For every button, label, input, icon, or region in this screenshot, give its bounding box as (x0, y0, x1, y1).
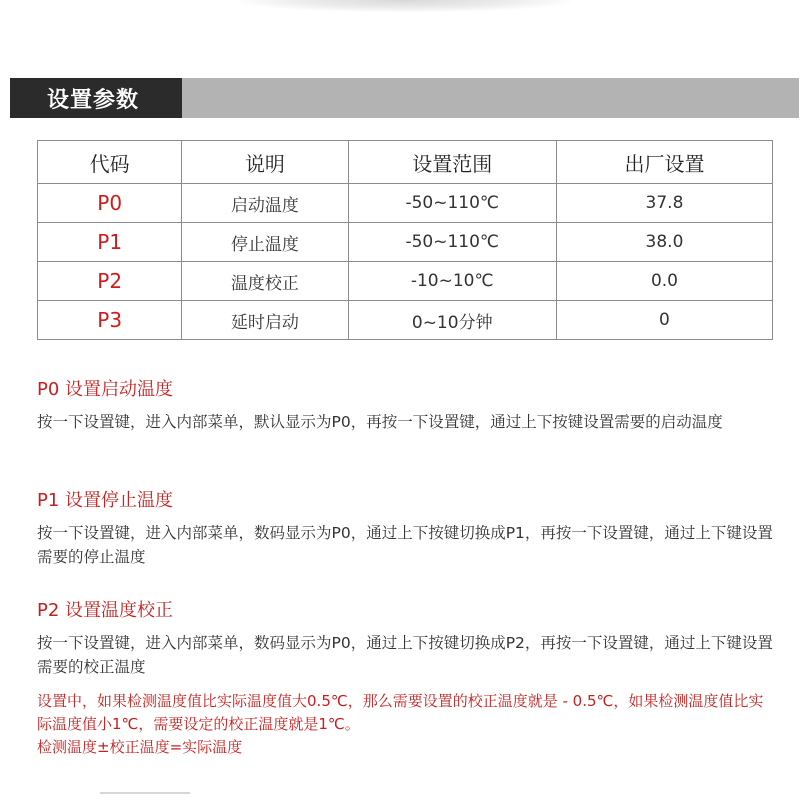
param-range: -50~110℃ (348, 223, 556, 262)
calibration-formula: 检测温度±校正温度=实际温度 (37, 738, 243, 756)
param-default: 38.0 (556, 223, 772, 262)
param-description: 停止温度 (182, 223, 348, 262)
section-p0 (37, 378, 777, 434)
top-decoration (240, 0, 570, 12)
table-row (38, 184, 773, 223)
param-code: P0 (38, 184, 182, 223)
param-default: 37.8 (556, 184, 772, 223)
section-p0-title: P0 设置启动温度 (37, 379, 174, 400)
table-row (38, 223, 773, 262)
param-code: P3 (38, 301, 182, 340)
param-range: -10~10℃ (348, 262, 556, 301)
section-p1-title: P1 设置停止温度 (37, 490, 174, 511)
section-p0-body: 按一下设置键，进入内部菜单，默认显示为P0，再按一下设置键，通过上下按键设置需要的启动温度 (37, 413, 723, 431)
param-description: 启动温度 (182, 184, 348, 223)
param-default: 0.0 (556, 262, 772, 301)
param-description: 温度校正 (182, 262, 348, 301)
column-header-default: 出厂设置 (556, 141, 772, 184)
table-row (38, 262, 773, 301)
column-header-code: 代码 (38, 141, 182, 184)
parameter-table (37, 140, 773, 340)
param-range: 0~10分钟 (348, 301, 556, 340)
section-p2-body: 按一下设置键，进入内部菜单，数码显示为P0，通过上下按键切换成P2，再按一下设置键，通过上下键设置需要的校正温度 (37, 634, 773, 676)
table-header-row (38, 141, 773, 184)
param-default: 0 (556, 301, 772, 340)
param-range: -50~110℃ (348, 184, 556, 223)
bottom-decoration (100, 792, 190, 802)
section-p2 (37, 599, 777, 679)
param-code: P2 (38, 262, 182, 301)
section-p1 (37, 489, 777, 569)
section-header-bar (10, 78, 799, 118)
section-title: 设置参数 (47, 88, 140, 113)
table-row (38, 301, 773, 340)
section-p1-body: 按一下设置键，进入内部菜单，数码显示为P0，通过上下按键切换成P1，再按一下设置键，通过上下键设置需要的停止温度 (37, 524, 773, 566)
calibration-note (37, 690, 777, 759)
calibration-note-text: 设置中，如果检测温度值比实际温度值大0.5℃，那么需要设置的校正温度就是 - 0.5℃，如果检测温度值比实际温度值小1℃，需要设定的校正温度就是1℃。 (37, 692, 764, 733)
column-header-range: 设置范围 (348, 141, 556, 184)
section-p2-title: P2 设置温度校正 (37, 600, 174, 621)
param-description: 延时启动 (182, 301, 348, 340)
column-header-description: 说明 (182, 141, 348, 184)
param-code: P1 (38, 223, 182, 262)
